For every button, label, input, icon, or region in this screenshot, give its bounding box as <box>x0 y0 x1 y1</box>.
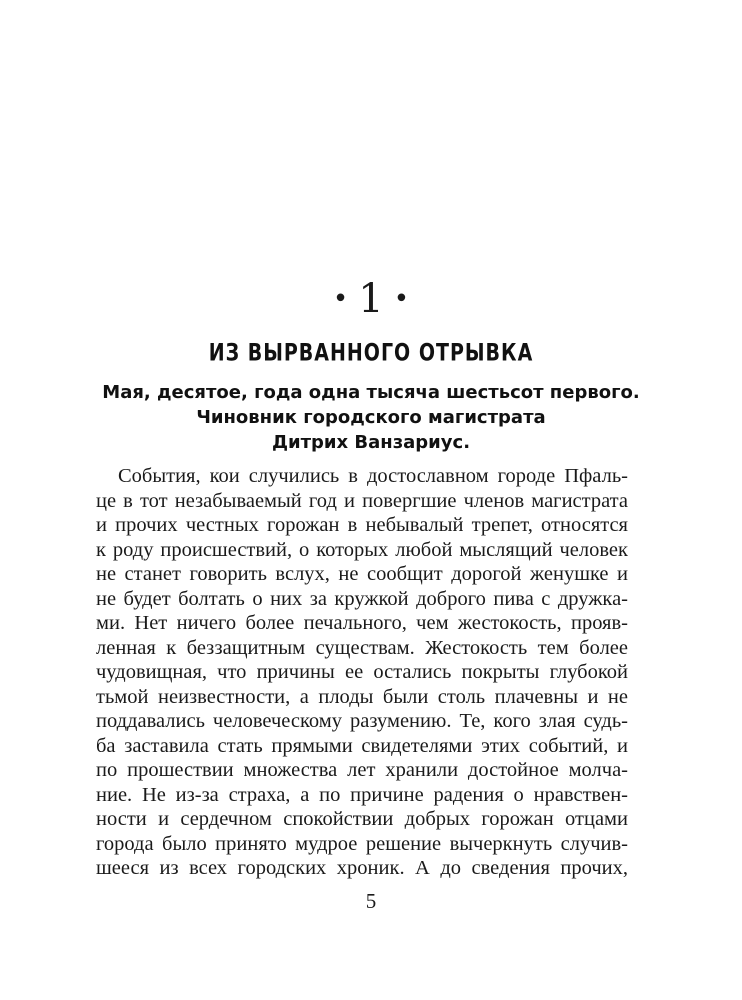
body-line: шееся из всех городских хроник. А до сведения прочих, <box>96 857 628 879</box>
chapter-number <box>0 274 742 327</box>
body-line: города было принято мудрое решение вычеркнуть случив- <box>96 832 628 855</box>
body-line: ние. Не из-за страха, а по причине радения о нравствен- <box>96 783 628 806</box>
body-line: не будет болтать о них за кружкой доброго пива с дружка- <box>96 587 628 610</box>
body-line: по прошествии множества лет хранили достойное молча- <box>96 759 628 781</box>
chapter-bullet-left: • <box>332 284 349 314</box>
body-line: чудовищная, что причины ее остались покрыты глубокой <box>96 661 628 683</box>
body-line: поддавались человеческому разумению. Те, кого злая судь- <box>96 710 628 732</box>
body-line: и прочих честных горожан в небывалый трепет, относятся <box>96 514 628 536</box>
epigraph-line: Чиновник городского магистрата <box>196 407 546 428</box>
chapter-title: ИЗ ВЫРВАННОГО ОТРЫВКА <box>208 339 534 367</box>
page-number: 5 <box>365 889 377 913</box>
epigraph-line: Мая, десятое, года одна тысяча шестьсот первого. <box>102 382 640 403</box>
body-line: ности и сердечном спокойствии добрых горожан отцами <box>96 808 628 830</box>
body-line: ба заставила стать прямыми свидетелями этих событий, и <box>96 734 628 757</box>
body-line: События, кои случились в достославном городе Пфаль- <box>118 465 628 487</box>
epigraph <box>0 380 742 455</box>
chapter-number-value: 1 <box>358 276 384 322</box>
epigraph-line: Дитрих Ванзариус. <box>271 432 471 453</box>
chapter-bullet-right: • <box>393 284 410 314</box>
body-line: к роду происшествий, о которых любой мыслящий человек <box>96 538 628 561</box>
body-line: тьмой неизвестности, а плоды были столь плачевны и не <box>96 685 628 708</box>
body-line: не станет говорить вслух, не сообщит дорогой женушке и <box>96 563 628 585</box>
body-line: це в тот незабываемый год и повергшие членов магистрата <box>96 489 628 512</box>
body-paragraph <box>96 464 628 881</box>
body-line: ми. Нет ничего более печального, чем жестокость, прояв- <box>96 612 628 634</box>
body-line: ленная к беззащитным существам. Жестокость тем более <box>96 636 628 659</box>
